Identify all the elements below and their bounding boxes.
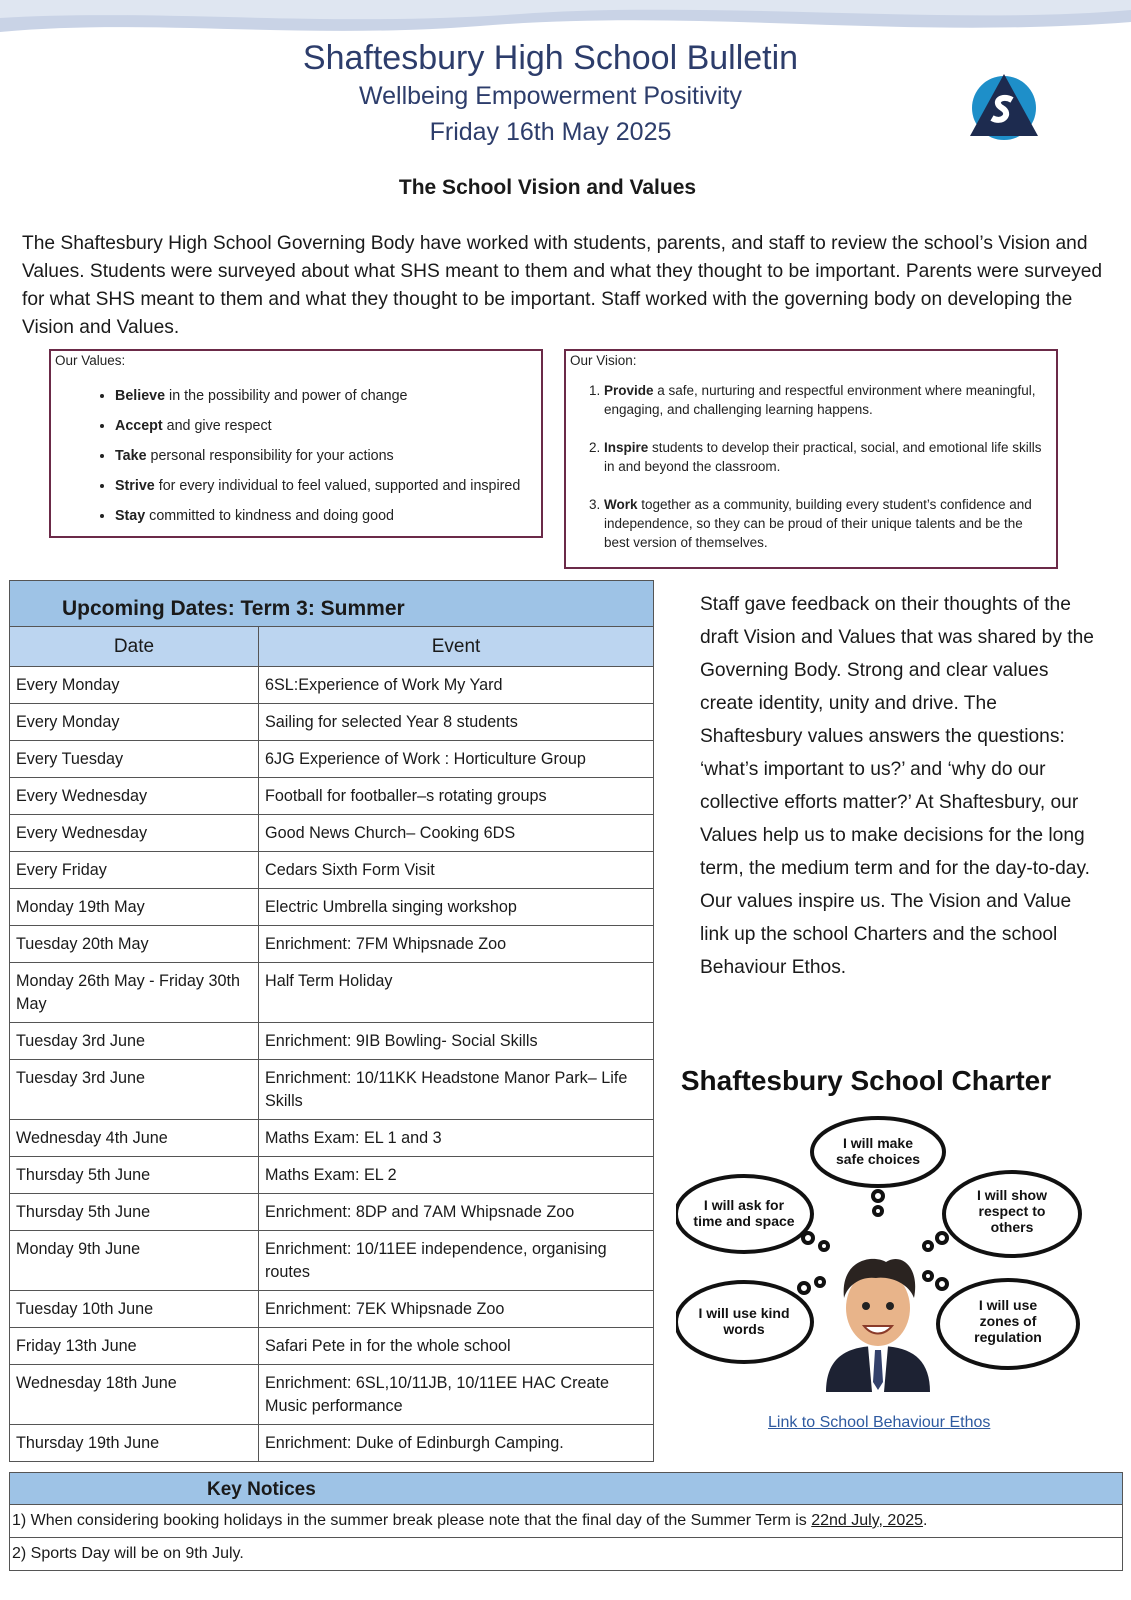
table-row (10, 815, 654, 852)
value-item-keyword: Take (115, 448, 147, 464)
upcoming-dates-table (9, 580, 654, 1462)
vision-item (604, 381, 1044, 419)
table-row (10, 1291, 654, 1328)
event-cell: Enrichment: 10/11EE independence, organising routes (259, 1231, 654, 1291)
charter-title: Shaftesbury School Charter (680, 1065, 1052, 1096)
event-cell: 6SL:Experience of Work My Yard (259, 667, 654, 704)
table-row (10, 926, 654, 963)
vision-item-keyword: Provide (604, 383, 654, 398)
date-cell: Tuesday 20th May (10, 926, 259, 963)
bulletin-tagline: Wellbeing Empowerment Positivity (358, 82, 743, 110)
event-cell: Enrichment: 9IB Bowling- Social Skills (259, 1023, 654, 1060)
vision-item (604, 495, 1044, 552)
table-row (10, 1120, 654, 1157)
vision-item-keyword: Work (604, 497, 638, 512)
vision-list (586, 381, 1044, 571)
event-cell: Enrichment: 7EK Whipsnade Zoo (259, 1291, 654, 1328)
table-row (10, 1023, 654, 1060)
date-cell: Monday 26th May - Friday 30th May (10, 963, 259, 1023)
value-item-text: for every individual to feel valued, supported and inspired (154, 478, 521, 494)
table-row (10, 1425, 654, 1462)
value-item-keyword: Stay (115, 508, 146, 524)
vision-item-text: together as a community, building every student’s confidence and independence, so they can be proud of their unique talents and be the best version of themselves. (604, 497, 1032, 550)
dates-table-body (10, 667, 654, 1462)
value-item-text: committed to kindness and doing good (145, 508, 394, 524)
notice-1-date: 22nd July, 2025 (811, 1512, 924, 1529)
value-item (115, 471, 520, 501)
date-cell: Thursday 5th June (10, 1157, 259, 1194)
date-cell: Every Wednesday (10, 815, 259, 852)
behaviour-ethos-link[interactable]: Link to School Behaviour Ethos (768, 1414, 991, 1431)
value-item (115, 381, 520, 411)
event-cell: Sailing for selected Year 8 students (259, 704, 654, 741)
values-box (49, 349, 543, 538)
bubble-kind-line1: I will use kind (698, 1305, 790, 1321)
date-cell: Tuesday 3rd June (10, 1023, 259, 1060)
date-cell: Friday 13th June (10, 1328, 259, 1365)
bubble-kind-line2: words (723, 1321, 765, 1337)
vision-item (604, 438, 1044, 476)
notice-item (10, 1505, 1123, 1538)
table-row (10, 1328, 654, 1365)
value-item (115, 411, 520, 441)
table-row (10, 704, 654, 741)
date-cell: Monday 19th May (10, 889, 259, 926)
values-list (95, 381, 520, 531)
event-cell: Half Term Holiday (259, 963, 654, 1023)
key-notices-heading: Key Notices (10, 1473, 1123, 1505)
values-label: Our Values: (55, 353, 126, 368)
school-charter-graphic (676, 1062, 1106, 1392)
vision-item-text: a safe, nurturing and respectful environment where meaningful, engaging, and challenging learning happens. (604, 383, 1036, 417)
bubble-space-line2: time and space (693, 1213, 795, 1229)
event-cell: Cedars Sixth Form Visit (259, 852, 654, 889)
date-cell: Every Monday (10, 667, 259, 704)
notice-item: 2) Sports Day will be on 9th July. (10, 1538, 1123, 1571)
date-cell: Tuesday 10th June (10, 1291, 259, 1328)
student-cartoon-icon (826, 1259, 930, 1392)
date-cell: Thursday 19th June (10, 1425, 259, 1462)
event-cell: Enrichment: 6SL,10/11JB, 10/11EE HAC Create Music performance (259, 1365, 654, 1425)
table-row (10, 667, 654, 704)
dates-table-caption: Upcoming Dates: Term 3: Summer (10, 581, 654, 627)
table-row (10, 889, 654, 926)
date-cell: Every Tuesday (10, 741, 259, 778)
vision-heading: The School Vision and Values (398, 176, 697, 199)
value-item (115, 501, 520, 531)
table-row (10, 741, 654, 778)
bubble-zones-line1: I will use (978, 1297, 1038, 1313)
vision-item-keyword: Inspire (604, 440, 649, 455)
date-cell: Every Wednesday (10, 778, 259, 815)
date-column-header: Date (10, 627, 259, 667)
date-cell: Monday 9th June (10, 1231, 259, 1291)
bubble-respect-line1: I will show (976, 1187, 1048, 1203)
date-cell: Tuesday 3rd June (10, 1060, 259, 1120)
event-cell: 6JG Experience of Work : Horticulture Group (259, 741, 654, 778)
event-cell: Enrichment: 7FM Whipsnade Zoo (259, 926, 654, 963)
date-cell: Thursday 5th June (10, 1194, 259, 1231)
value-item-keyword: Believe (115, 388, 166, 404)
bubble-zones-line2: zones of (979, 1313, 1037, 1329)
bubble-respect-line3: others (990, 1219, 1034, 1235)
school-logo-icon (968, 70, 1038, 142)
value-item (115, 441, 520, 471)
vision-intro-text: The Shaftesbury High School Governing Body have worked with students, parents, and staff to review the school’s Vision and Values. Students were surveyed about what SHS meant to them and what they thought to be important. Parents were surveyed for what SHS meant to them and what they thought to be important. Staff worked with the governing body on developing the Vision and Values. (22, 233, 1103, 338)
table-row (10, 1157, 654, 1194)
bulletin-header (0, 38, 1131, 150)
value-item-text: in the possibility and power of change (165, 388, 408, 404)
event-cell: Maths Exam: EL 2 (259, 1157, 654, 1194)
vision-item-text: students to develop their practical, social, and emotional life skills in and beyond the classroom. (604, 440, 1042, 474)
staff-feedback-text: Staff gave feedback on their thoughts of the draft Vision and Values that was shared by the Governing Body. Strong and clear values create identity, unity and drive. The Shaftesbury values answers the questions: ‘what’s important to us?’ and ‘why do our collective efforts matter?’ At Shaftesbury, our Values help us to make decisions for the long term, the medium term and for the day-to-day. Our values inspire us. The Vision and Value link up the school Charters and the school Behaviour Ethos. (700, 594, 1094, 978)
date-cell: Every Friday (10, 852, 259, 889)
bulletin-title: Shaftesbury High School Bulletin (302, 39, 799, 77)
bubble-safe-line2: safe choices (835, 1151, 921, 1167)
event-cell: Electric Umbrella singing workshop (259, 889, 654, 926)
event-cell: Good News Church– Cooking 6DS (259, 815, 654, 852)
event-cell: Enrichment: 8DP and 7AM Whipsnade Zoo (259, 1194, 654, 1231)
bubble-zones-line3: regulation (974, 1329, 1042, 1345)
event-column-header: Event (259, 627, 654, 667)
vision-box (564, 349, 1058, 569)
value-item-keyword: Strive (115, 478, 155, 494)
bubble-respect-line2: respect to (978, 1203, 1046, 1219)
bubble-safe-line1: I will make (842, 1135, 914, 1151)
bubble-space-line1: I will ask for (703, 1197, 785, 1213)
date-cell: Wednesday 18th June (10, 1365, 259, 1425)
notice-1-end: . (923, 1512, 928, 1529)
table-row (10, 852, 654, 889)
value-item-text: personal responsibility for your actions (146, 448, 394, 464)
key-notices-table (9, 1472, 1123, 1571)
table-row (10, 1060, 654, 1120)
value-item-text: and give respect (162, 418, 272, 434)
notice-1-text: 1) When considering booking holidays in the summer break please note that the final day of the Summer Term is (12, 1512, 812, 1529)
date-cell: Every Monday (10, 704, 259, 741)
table-row (10, 778, 654, 815)
date-cell: Wednesday 4th June (10, 1120, 259, 1157)
event-cell: Safari Pete in for the whole school (259, 1328, 654, 1365)
event-cell: Enrichment: 10/11KK Headstone Manor Park– Life Skills (259, 1060, 654, 1120)
table-row (10, 963, 654, 1023)
table-row (10, 1231, 654, 1291)
bulletin-date: Friday 16th May 2025 (429, 118, 672, 146)
table-row (10, 1365, 654, 1425)
event-cell: Football for footballer–s rotating groups (259, 778, 654, 815)
event-cell: Enrichment: Duke of Edinburgh Camping. (259, 1425, 654, 1462)
vision-label: Our Vision: (570, 353, 637, 368)
value-item-keyword: Accept (115, 418, 163, 434)
event-cell: Maths Exam: EL 1 and 3 (259, 1120, 654, 1157)
table-row (10, 1194, 654, 1231)
